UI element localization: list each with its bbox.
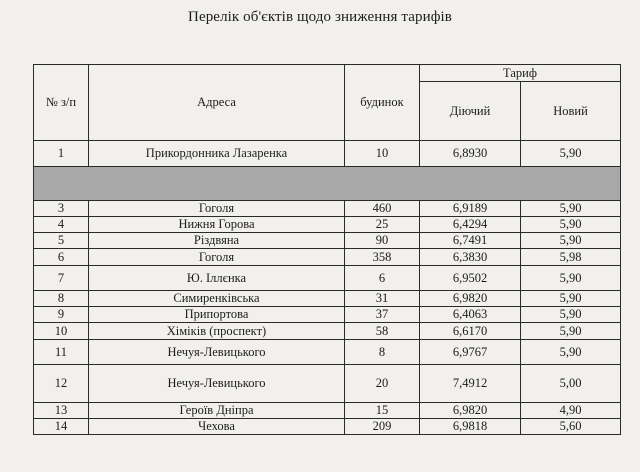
row-building: 209 [345,419,420,435]
row-address: Нижня Горова [89,217,345,233]
header-current-tariff: Діючий [420,82,521,141]
row-building: 20 [345,365,420,403]
table-row [34,201,621,217]
header-tariff: Тариф [420,65,621,82]
row-address: Героїв Дніпра [89,403,345,419]
row-current-tariff: 6,9818 [420,419,521,435]
row-address: Гоголя [89,249,345,266]
row-building: 15 [345,403,420,419]
row-current-tariff: 6,4063 [420,307,521,323]
row-current-tariff: 6,3830 [420,249,521,266]
row-address: Прикордонника Лазаренка [89,141,345,167]
row-number: 7 [34,266,89,291]
row-building: 25 [345,217,420,233]
header-new-tariff: Новий [521,82,621,141]
row-new-tariff: 5,90 [521,217,621,233]
row-number: 1 [34,141,89,167]
row-new-tariff: 5,98 [521,249,621,266]
row-building: 8 [345,340,420,365]
row-number: 14 [34,419,89,435]
row-number: 11 [34,340,89,365]
table-row [34,365,621,403]
table-row [34,323,621,340]
table-row [34,307,621,323]
row-new-tariff: 5,60 [521,419,621,435]
row-current-tariff: 6,9767 [420,340,521,365]
table-row [34,419,621,435]
row-current-tariff: 6,8930 [420,141,521,167]
row-current-tariff: 6,7491 [420,233,521,249]
row-number: 4 [34,217,89,233]
row-building: 6 [345,266,420,291]
row-new-tariff: 5,90 [521,233,621,249]
row-number: 6 [34,249,89,266]
row-number: 10 [34,323,89,340]
row-current-tariff: 6,9189 [420,201,521,217]
header-building: будинок [345,65,420,141]
row-current-tariff: 6,9820 [420,403,521,419]
row-new-tariff: 5,90 [521,323,621,340]
redacted-row [34,167,621,201]
table-row [34,233,621,249]
row-address: Ю. Іллєнка [89,266,345,291]
row-address: Нечуя-Левицького [89,340,345,365]
table-row [34,340,621,365]
row-building: 31 [345,291,420,307]
table-row [34,141,621,167]
redaction-bar [34,167,621,201]
row-new-tariff: 5,90 [521,340,621,365]
table-row [34,249,621,266]
table-row [34,403,621,419]
row-building: 58 [345,323,420,340]
row-current-tariff: 7,4912 [420,365,521,403]
row-new-tariff: 5,90 [521,291,621,307]
row-number: 12 [34,365,89,403]
row-new-tariff: 5,90 [521,307,621,323]
row-new-tariff: 4,90 [521,403,621,419]
document-title: Перелік об'єктів щодо зниження тарифів [188,9,452,25]
table-row [34,217,621,233]
row-current-tariff: 6,9820 [420,291,521,307]
row-address: Нечуя-Левицького [89,365,345,403]
row-address: Хіміків (проспект) [89,323,345,340]
row-new-tariff: 5,90 [521,141,621,167]
row-number: 5 [34,233,89,249]
row-building: 358 [345,249,420,266]
header-number: № з/п [34,65,89,141]
row-number: 9 [34,307,89,323]
row-new-tariff: 5,90 [521,201,621,217]
row-number: 8 [34,291,89,307]
row-building: 10 [345,141,420,167]
table-row [34,266,621,291]
row-current-tariff: 6,9502 [420,266,521,291]
tariff-table [33,64,621,435]
row-new-tariff: 5,90 [521,266,621,291]
row-new-tariff: 5,00 [521,365,621,403]
row-building: 90 [345,233,420,249]
row-building: 460 [345,201,420,217]
row-address: Чехова [89,419,345,435]
row-address: Гоголя [89,201,345,217]
header-address: Адреса [89,65,345,141]
row-number: 13 [34,403,89,419]
row-address: Різдвяна [89,233,345,249]
row-address: Симиренківська [89,291,345,307]
row-address: Припортова [89,307,345,323]
row-current-tariff: 6,4294 [420,217,521,233]
table-row [34,291,621,307]
row-building: 37 [345,307,420,323]
row-current-tariff: 6,6170 [420,323,521,340]
row-number: 3 [34,201,89,217]
